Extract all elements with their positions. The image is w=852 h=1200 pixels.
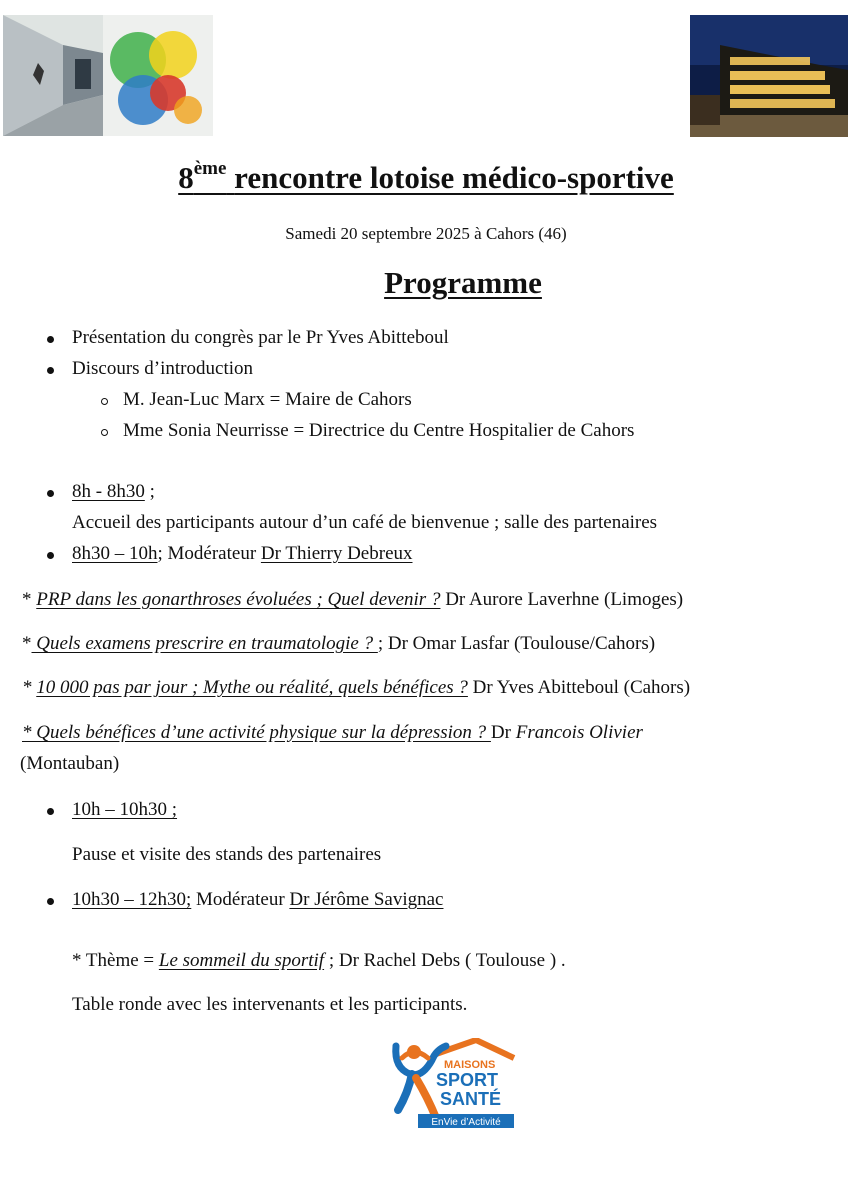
- bullet-icon: [47, 490, 54, 497]
- intro-item-presentation: Présentation du congrès par le Pr Yves Abitteboul: [72, 327, 449, 348]
- session-welcome-description: Accueil des participants autour d’un café de bienvenue ; salle des partenaires: [72, 512, 658, 533]
- hospital-building-photo: [690, 15, 848, 137]
- session-break-time: 10h – 10h30 ;: [72, 799, 178, 820]
- round-table: Table ronde avec les intervenants et les participants.: [72, 994, 468, 1015]
- talk-prp: * PRP dans les gonarthroses évoluées ; Quel devenir ? Dr Aurore Laverhne (Limoges): [22, 589, 684, 610]
- event-date-location: Samedi 20 septembre 2025 à Cahors (46): [285, 224, 567, 243]
- title-ordinal: 8: [178, 160, 194, 195]
- maisons-sport-sante-logo: [388, 1038, 518, 1133]
- bullet-icon: [47, 367, 54, 374]
- talk-depression: * Quels bénéfices d’une activité physique sur la dépression ? Dr Francois Olivier: [22, 722, 643, 743]
- sub-bullet-icon: [101, 398, 108, 405]
- title-text: rencontre lotoise médico-sportive: [234, 160, 674, 195]
- intro-subitem-mayor: M. Jean-Luc Marx = Maire de Cahors: [123, 389, 412, 410]
- logo-text-sante: SANTÉ: [440, 1089, 502, 1109]
- bullet-icon: [47, 336, 54, 343]
- sub-bullet-icon: [101, 429, 108, 436]
- session-theme: * Thème = Le sommeil du sportif ; Dr Rachel Debs ( Toulouse ) .: [72, 950, 566, 971]
- bullet-icon: [47, 808, 54, 815]
- title-ordinal-suffix: ème: [193, 158, 227, 179]
- corridor-photo: [3, 15, 213, 136]
- logo-text-sport: SPORT: [436, 1070, 499, 1090]
- talk-10000-steps: * 10 000 pas par jour ; Mythe ou réalité, quels bénéfices ? Dr Yves Abitteboul (Cahors): [22, 677, 691, 698]
- session-welcome-time: 8h - 8h30 ;: [72, 481, 155, 502]
- talk-depression-location: (Montauban): [20, 753, 120, 774]
- session-morning-header: 8h30 – 10h; Modérateur Dr Thierry Debreux: [72, 543, 413, 564]
- programme-heading: Programme: [384, 265, 542, 300]
- logo-text-maisons: MAISONS: [444, 1059, 496, 1071]
- bullet-icon: [47, 552, 54, 559]
- intro-subitem-director: Mme Sonia Neurrisse = Directrice du Centre Hospitalier de Cahors: [123, 420, 635, 441]
- logo-tagline: EnVie d’Activité: [431, 1117, 501, 1128]
- bullet-icon: [47, 898, 54, 905]
- session-late-morning-header: 10h30 – 12h30; Modérateur Dr Jérôme Savignac: [72, 889, 444, 910]
- intro-item-speeches: Discours d’introduction: [72, 358, 254, 379]
- session-break-description: Pause et visite des stands des partenaires: [72, 844, 382, 865]
- talk-traumatology: * Quels examens prescrire en traumatologie ? ; Dr Omar Lasfar (Toulouse/Cahors): [22, 633, 656, 654]
- document-title: [0, 160, 852, 196]
